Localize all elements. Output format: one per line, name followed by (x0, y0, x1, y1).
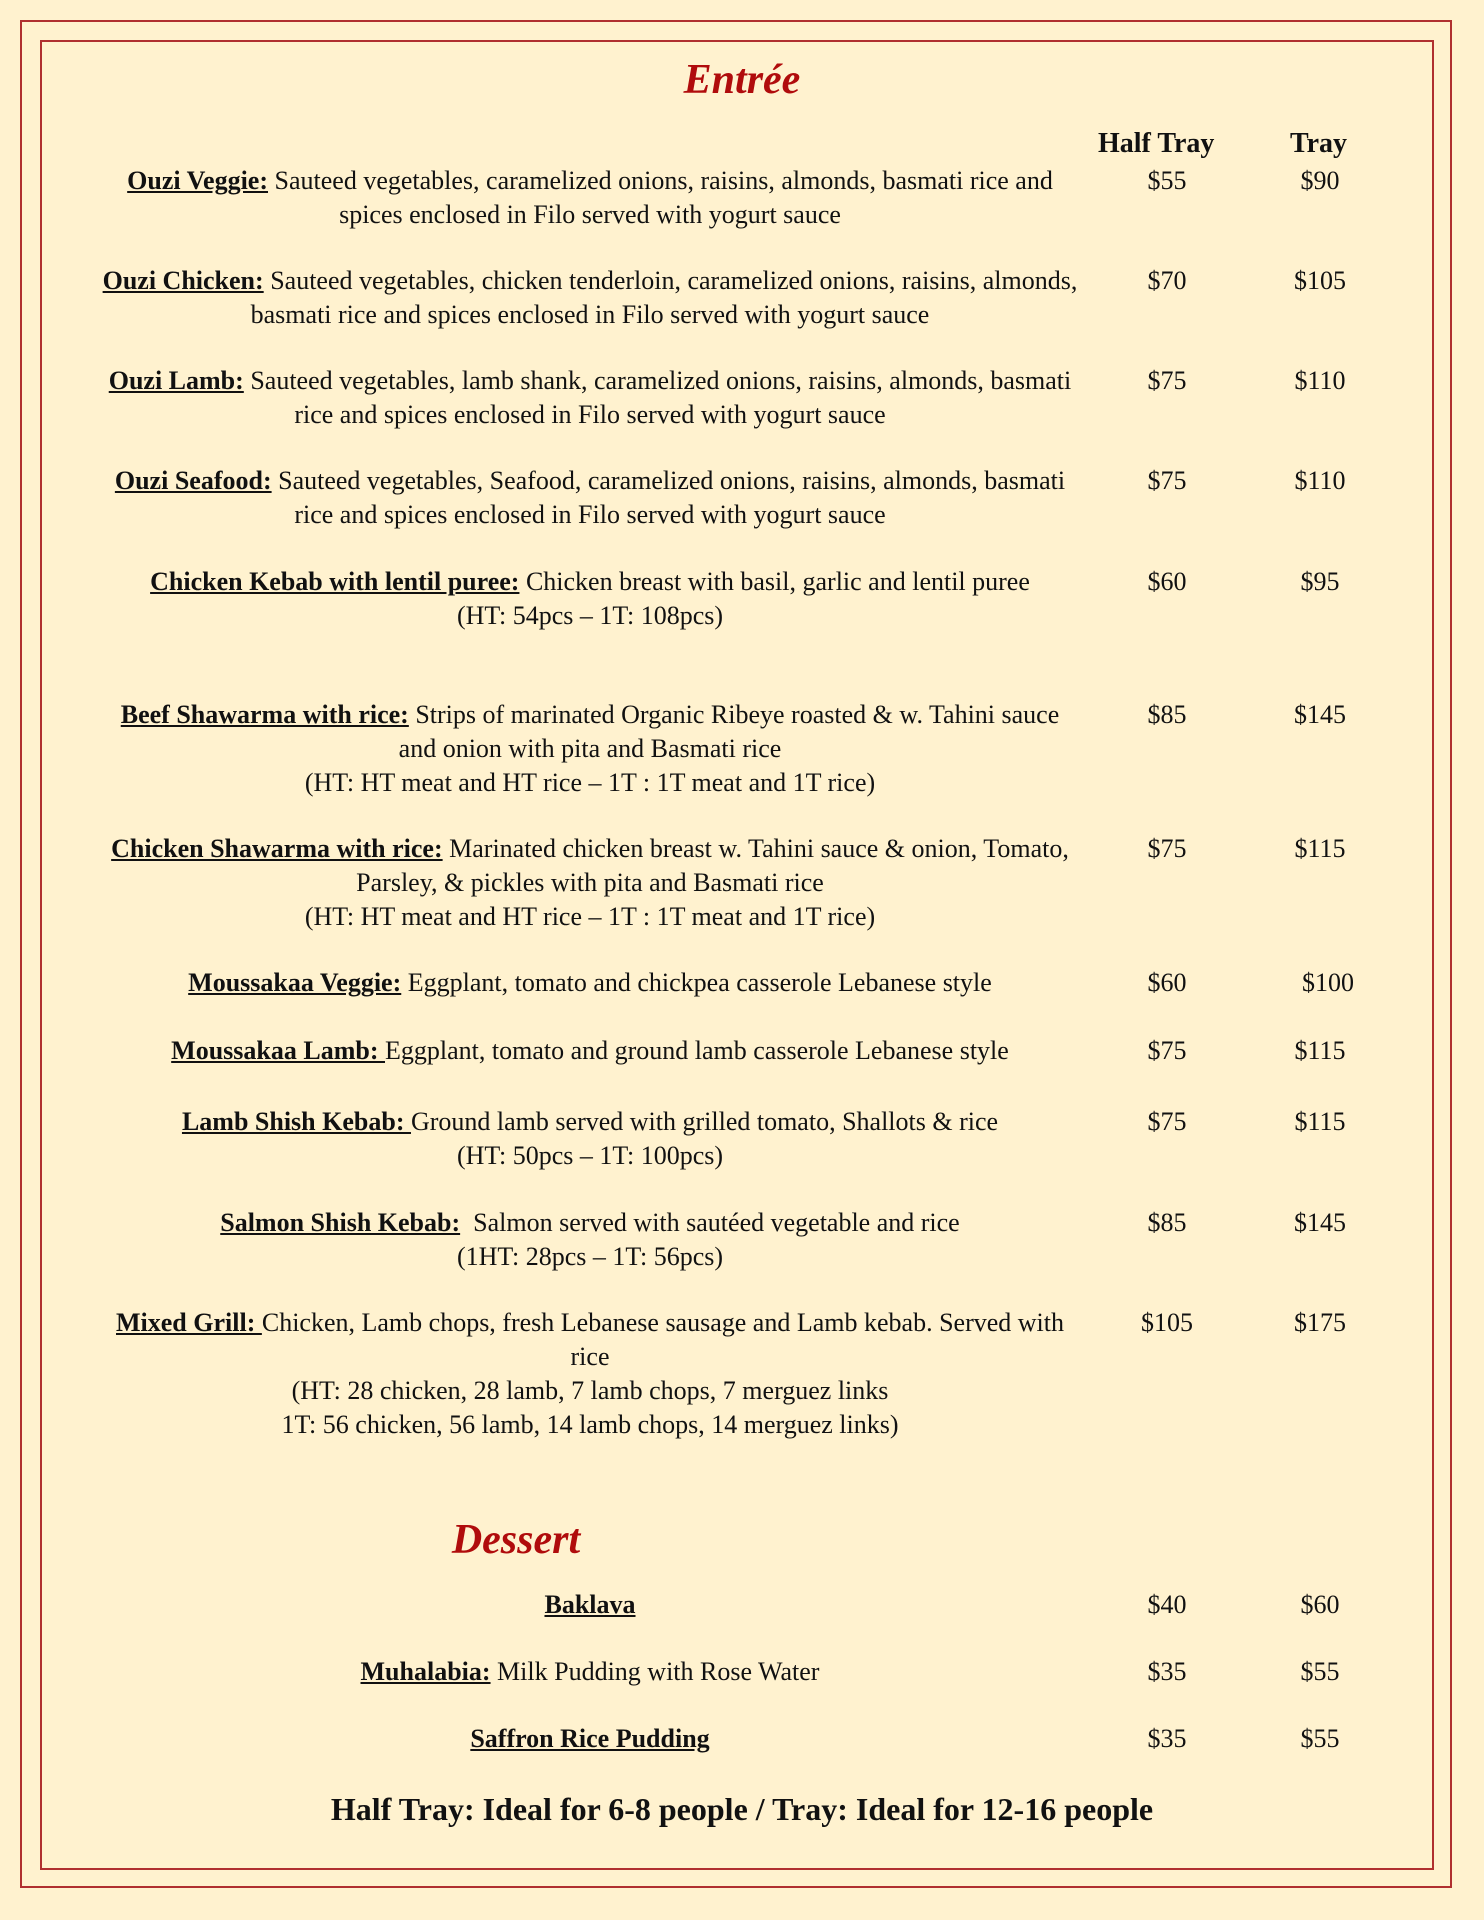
item-description: Chicken breast with basil, garlic and lentil puree (519, 567, 1030, 596)
half-tray-price: $40 (1147, 1590, 1187, 1619)
tray-price: $115 (1294, 1036, 1346, 1065)
header-tray: Tray (1290, 128, 1348, 159)
half-tray-price: $75 (1147, 466, 1187, 495)
half-tray-price: $105 (1141, 1308, 1193, 1337)
item-description: Salmon served with sautéed vegetable and rice (460, 1208, 960, 1237)
item-note: (1HT: 28pcs – 1T: 56pcs) (456, 1242, 724, 1271)
tray-price: $115 (1294, 834, 1346, 863)
half-tray-price: $60 (1147, 968, 1187, 997)
item-note: (HT: HT meat and HT rice – 1T : 1T meat and 1T rice) (304, 768, 876, 797)
item-note: (HT: HT meat and HT rice – 1T : 1T meat and 1T rice) (304, 902, 876, 931)
dessert-title: Dessert (451, 1517, 581, 1563)
item-description: Chicken, Lamb chops, fresh Lebanese sausage and Lamb kebab. Served with rice (261, 1308, 1064, 1371)
item-name: Lamb Shish Kebab: (181, 1107, 411, 1136)
tray-size-note: Half Tray: Ideal for 6-8 people / Tray: Ideal for 12-16 people (330, 1791, 1154, 1827)
item-description: Sauteed vegetables, lamb shank, caramelized onions, raisins, almonds, basmati rice and spices enclosed in Filo served with yogurt sauce (243, 366, 1072, 429)
item-name: Beef Shawarma with rice: (120, 700, 409, 729)
half-tray-price: $85 (1147, 1208, 1187, 1237)
item-name: Chicken Shawarma with rice: (111, 834, 443, 863)
item-description: Milk Pudding with Rose Water (490, 1657, 820, 1686)
half-tray-price: $55 (1147, 166, 1187, 195)
item-name: Salmon Shish Kebab: (220, 1208, 461, 1237)
half-tray-price: $35 (1147, 1724, 1187, 1753)
half-tray-price: $75 (1147, 834, 1187, 863)
item-description: Sauteed vegetables, chicken tenderloin, caramelized onions, raisins, almonds, basmati rice and spices enclosed in Filo served with yogurt sauce (250, 266, 1078, 329)
item-name: Ouzi Chicken: (102, 266, 264, 295)
item-name: Ouzi Veggie: (127, 166, 269, 195)
item-description: Marinated chicken breast w. Tahini sauce & onion, Tomato, Parsley, & pickles with pita and Basmati rice (356, 834, 1069, 897)
half-tray-price: $60 (1147, 567, 1187, 596)
item-description: Sauteed vegetables, Seafood, caramelized onions, raisins, almonds, basmati rice and spices enclosed in Filo served with yogurt sauce (271, 466, 1066, 529)
half-tray-price: $70 (1147, 266, 1187, 295)
tray-price: $105 (1294, 266, 1346, 295)
item-description: Eggplant, tomato and chickpea casserole Lebanese style (401, 968, 992, 997)
item-name: Baklava (544, 1590, 636, 1619)
item-name: Muhalabia: (360, 1657, 491, 1686)
tray-price: $110 (1294, 466, 1346, 495)
item-description: Strips of marinated Organic Ribeye roasted & w. Tahini sauce and onion with pita and Basmati rice (398, 700, 1060, 763)
half-tray-price: $85 (1147, 700, 1187, 729)
item-description: Ground lamb served with grilled tomato, Shallots & rice (410, 1107, 999, 1136)
item-name: Mixed Grill: (116, 1308, 262, 1337)
entree-title: Entrée (683, 57, 801, 103)
tray-price: $55 (1300, 1657, 1340, 1686)
item-description: Eggplant, tomato and ground lamb casserole Lebanese style (385, 1036, 1009, 1065)
tray-price: $95 (1300, 567, 1340, 596)
half-tray-price: $75 (1147, 366, 1187, 395)
item-note: (HT: 28 chicken, 28 lamb, 7 lamb chops, 7 merguez links (291, 1376, 889, 1405)
item-name: Ouzi Seafood: (114, 466, 272, 495)
tray-price: $110 (1294, 366, 1346, 395)
tray-price: $90 (1300, 166, 1340, 195)
header-half-tray: Half Tray (1098, 128, 1215, 159)
item-description: Sauteed vegetables, caramelized onions, raisins, almonds, basmati rice and spices enclosed in Filo served with yogurt sauce (268, 166, 1053, 229)
tray-price: $100 (1302, 968, 1354, 997)
half-tray-price: $35 (1147, 1657, 1187, 1686)
item-note: (HT: 54pcs – 1T: 108pcs) (456, 601, 724, 630)
tray-price: $145 (1294, 1208, 1346, 1237)
half-tray-price: $75 (1147, 1036, 1187, 1065)
tray-price: $115 (1294, 1107, 1346, 1136)
item-note: (HT: 50pcs – 1T: 100pcs) (456, 1141, 724, 1170)
tray-price: $60 (1300, 1590, 1340, 1619)
tray-price: $175 (1294, 1308, 1346, 1337)
item-name: Chicken Kebab with lentil puree: (150, 567, 520, 596)
tray-price: $145 (1294, 700, 1346, 729)
half-tray-price: $75 (1147, 1107, 1187, 1136)
tray-price: $55 (1300, 1724, 1340, 1753)
item-name: Moussakaa Veggie: (188, 968, 402, 997)
item-name: Saffron Rice Pudding (470, 1724, 710, 1753)
item-name: Ouzi Lamb: (108, 366, 244, 395)
item-note: 1T: 56 chicken, 56 lamb, 14 lamb chops, 14 merguez links) (281, 1410, 899, 1439)
item-name: Moussakaa Lamb: (171, 1036, 385, 1065)
